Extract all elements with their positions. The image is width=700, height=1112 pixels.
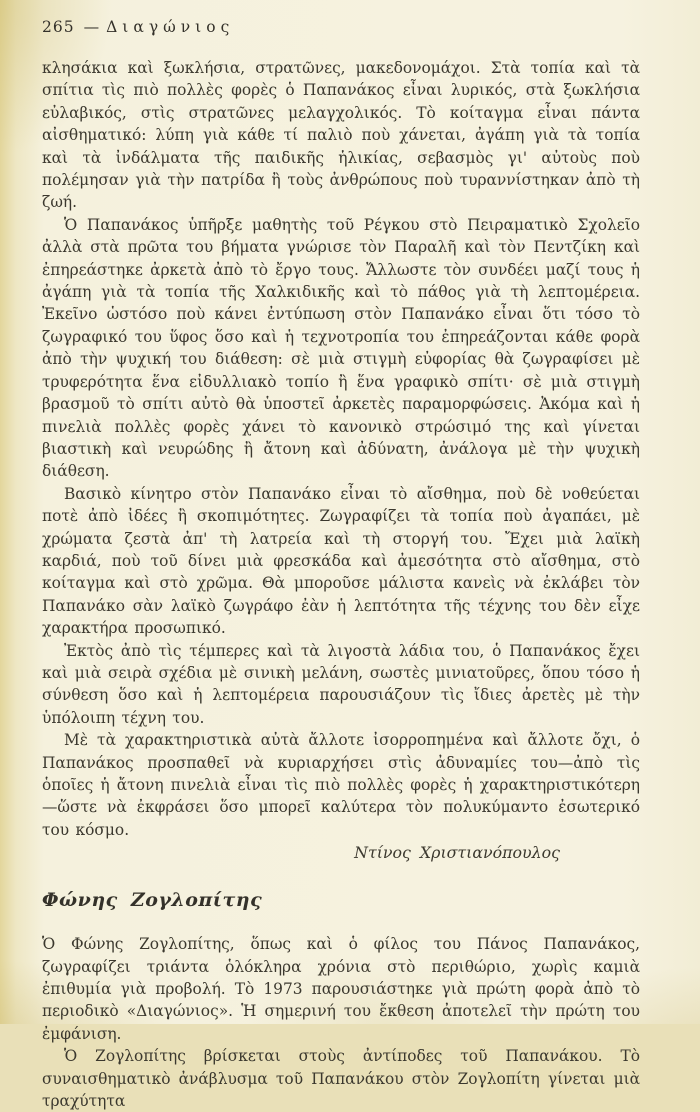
body-paragraph: Ὁ Παπανάκος ὑπῆρξε μαθητὴς τοῦ Ρέγκου στὸ Πειραματικὸ Σχολεῖο ἀλλὰ στὰ πρῶτα του βήματα γνώρισε τὸν Παραλῆ καὶ τὸν Πεντζίκη καὶ ἐπηρεάστηκε ἀρκετὰ ἀπὸ τὸ ἔργο τους. Ἄλλωστε τὸν συνδέει μαζί τους ἡ ἀγάπη γιὰ τὰ τοπία τῆς Χαλκιδικῆς καὶ τὸ πάθος γιὰ τὴ λεπτομέρεια. Ἐκεῖνο ὡστόσο ποὺ κάνει ἐντύπωση στὸν Παπανάκο εἶναι ὅτι τόσο τὸ ζωγραφικό του ὕφος ὅσο καὶ ἡ τεχνοτροπία του ἐπηρεάζονται κάθε φορὰ ἀπὸ τὴν ψυχική του διάθεση: σὲ μιὰ στιγμὴ εὐφορίας θὰ ζωγραφίσει μὲ τρυφερότητα ἕνα εἰδυλλιακὸ τοπίο ἢ ἕνα γραφικὸ σπίτι· σὲ μιὰ στιγμὴ βρασμοῦ τὸ σπίτι αὐτὸ θὰ ὑποστεῖ ἀρκετὲς παραμορφώσεις. Ἀκόμα καὶ ἡ πινελιὰ πολλὲς φορὲς χάνει τὸ κανονικὸ στρώσιμό της καὶ γίνεται βιαστικὴ καὶ νευρώδης ἢ ἄτονη καὶ ἀδύνατη, ἀνάλογα μὲ τὴν ψυχικὴ διάθεση. xyxy=(42,215,640,481)
running-head xyxy=(42,16,640,38)
header-separator: — xyxy=(83,18,100,36)
text-block xyxy=(42,16,640,1112)
page-number: 265 xyxy=(42,18,75,36)
body-paragraph: κλησάκια καὶ ξωκλήσια, στρατῶνες, μακεδονομάχοι. Στὰ τοπία καὶ τὰ σπίτια τὶς πιὸ πολλὲς φορὲς ὁ Παπανάκος εἶναι λυρικός, στὰ ξωκλήσια εὐλαβικός, στὶς στρατῶνες μελαγχολικός. Τὸ κοίταγμα εἶναι πάντα αἰσθηματικό: λύπη γιὰ κάθε τί παλιὸ ποὺ χάνεται, ἀγάπη γιὰ τὰ τοπία καὶ τὰ ἰνδάλματα τῆς παιδικῆς ἡλικίας, σεβασμὸς γι' αὐτοὺς ποὺ πολέμησαν γιὰ τὴν πατρίδα ἢ τοὺς ἀνθρώπους ποὺ τυραννίστηκαν ἀπὸ τὴ ζωή. xyxy=(42,59,640,212)
body-paragraph: Ἐκτὸς ἀπὸ τὶς τέμπερες καὶ τὰ λιγοστὰ λάδια του, ὁ Παπανάκος ἔχει καὶ μιὰ σειρὰ σχέδια μὲ σινικὴ μελάνη, σωστὲς μινιατοῦρες, ὅπου τόσο ἡ σύνθεση ὅσο καὶ ἡ λεπτομέρεια παρουσιάζουν τὶς ἴδιες ἀρετὲς μὲ τὴν ὑπόλοιπη τέχνη του. xyxy=(42,641,640,727)
body-paragraph: Ὁ Φώνης Ζογλοπίτης, ὅπως καὶ ὁ φίλος του Πάνος Παπανάκος, ζωγραφίζει τριάντα ὁλόκληρα χρόνια στὸ περιθώριο, χωρὶς καμιὰ ἐπιθυμία γιὰ προβολή. Τὸ 1973 παρουσιάστηκε γιὰ πρώτη φορὰ ἀπὸ τὸ περιοδικὸ «Διαγώνιος». Ἡ σημερινή του ἔκθεση ἀποτελεῖ τὴν πρώτη του ἐμφάνιση. xyxy=(42,935,640,1043)
body-paragraph: Βασικὸ κίνητρο στὸν Παπανάκο εἶναι τὸ αἴσθημα, ποὺ δὲ νοθεύεται ποτὲ ἀπὸ ἰδέες ἢ σκοπιμότητες. Ζωγραφίζει τὰ τοπία ποὺ ἀγαπάει, μὲ χρώματα ζεστὰ ἀπ' τὴ λατρεία καὶ τὴ στοργή του. Ἔχει μιὰ λαϊκὴ καρδιά, ποὺ τοῦ δίνει μιὰ φρεσκάδα καὶ ἀμεσότητα στὸ αἴσθημα, στὸ κοίταγμα καὶ στὸ χρῶμα. Θὰ μποροῦσε μάλιστα κανεὶς νὰ ἐκλάβει τὸν Παπανάκο σὰν λαϊκὸ ζωγράφο ἐὰν ἡ λεπτότητα τῆς τέχνης του δὲν εἶχε χαρακτήρα προσωπικό. xyxy=(42,484,640,638)
author-signature: Ντίνος Χριστιανόπουλος xyxy=(354,843,560,863)
journal-title: Διαγώνιος xyxy=(106,18,235,36)
body-paragraph: Ὁ Ζογλοπίτης βρίσκεται στοὺς ἀντίποδες τοῦ Παπανάκου. Τὸ συναισθηματικὸ ἀνάβλυσμα τοῦ Παπανάκου στὸν Ζογλοπίτη γίνεται μιὰ τραχύτητα xyxy=(42,1047,640,1111)
body-paragraph: Μὲ τὰ χαρακτηριστικὰ αὐτὰ ἄλλοτε ἰσορροπημένα καὶ ἄλλοτε ὄχι, ὁ Παπανάκος προσπαθεῖ νὰ κυριαρχήσει στὶς ἀδυναμίες του—ἀπὸ τὶς ὁποῖες ἡ ἄτονη πινελιὰ εἶναι τὶς πιὸ πολλὲς φορὲς ἡ χαρακτηριστικότερη—ὥστε νὰ ἐκφράσει ὅσο μπορεῖ καλύτερα τὸν πολυκύμαντο ἐσωτερικό του κόσμο. xyxy=(42,731,640,839)
section-heading: Φώνης Ζογλοπίτης xyxy=(42,889,263,912)
